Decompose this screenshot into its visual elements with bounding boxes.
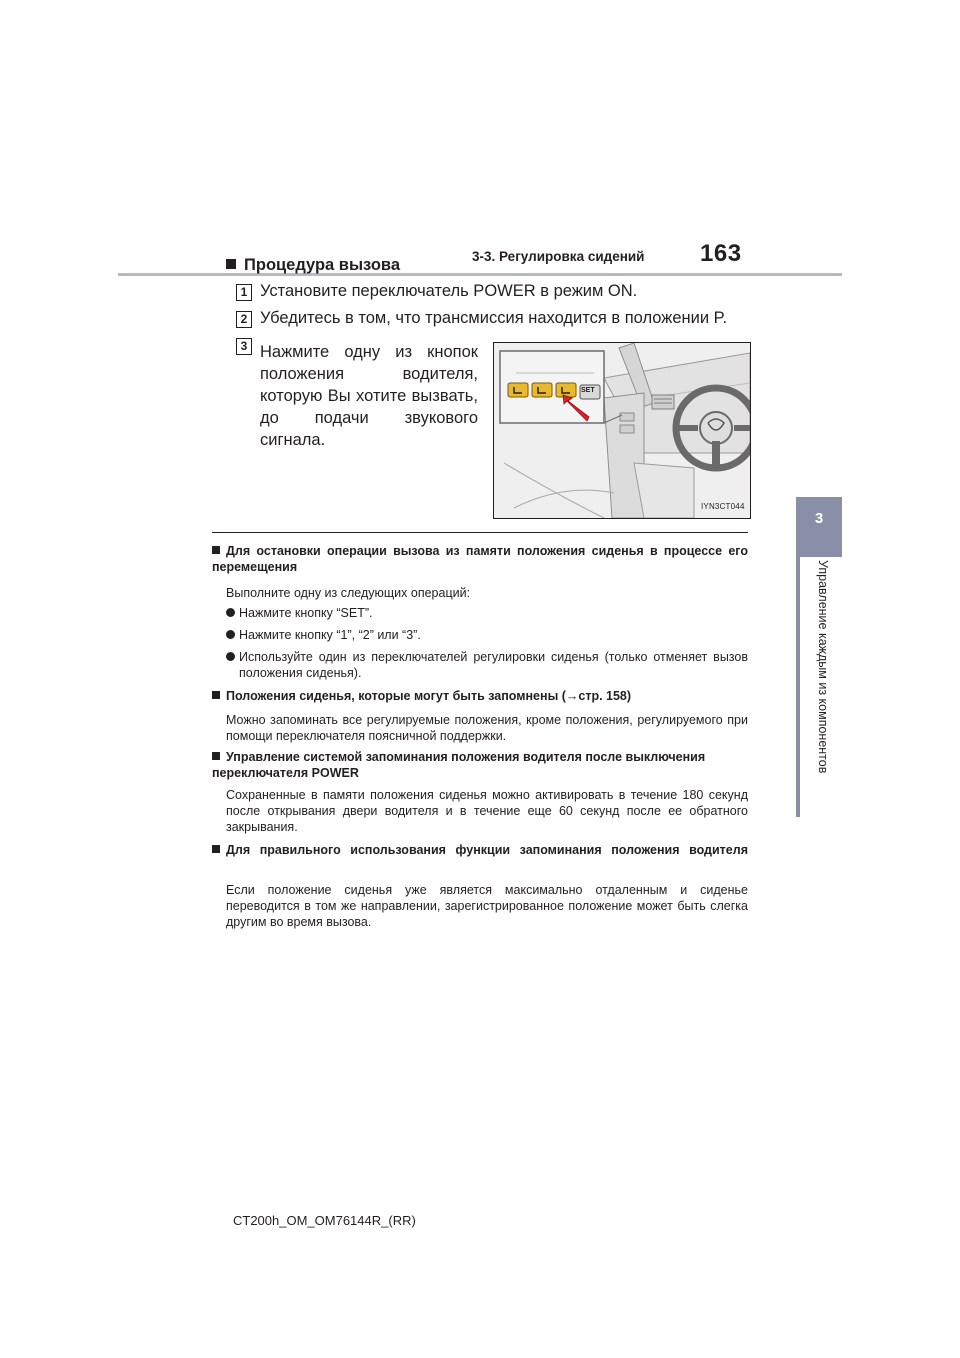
note-body-2: Можно запоминать все регулируемые положения, кроме положения, регулируемого при помощи переключателя поясничной поддержки.	[226, 713, 748, 743]
memory-buttons-illustration	[493, 342, 751, 519]
note-heading-2	[212, 688, 748, 704]
chapter-title-wrap	[808, 560, 830, 820]
bullet-dot-icon	[226, 652, 235, 661]
set-button-label: SET	[581, 387, 595, 394]
note-heading-2-text: Положения сиденья, которые могут быть запомнены (→стр. 158)	[226, 689, 632, 703]
square-bullet-icon	[212, 845, 220, 853]
procedure-title-text: Процедура вызова	[244, 256, 401, 274]
step-text-1: Установите переключатель POWER в режим ON.	[260, 282, 638, 300]
note-bullet-1	[226, 605, 748, 621]
procedure-title	[226, 256, 400, 275]
chapter-title: Управление каждым из компонентов	[816, 560, 830, 774]
chapter-number: 3	[814, 510, 824, 527]
bullet-dot-icon	[226, 608, 235, 617]
figure-code: IYN3CT044	[701, 502, 745, 511]
section-separator	[212, 532, 748, 533]
bullet-dot-icon	[226, 630, 235, 639]
note-body-3: Сохраненные в памяти положения сиденья можно активировать в течение 180 секунд после открывания двери водителя и в течение еще 60 секунд после ее обратного закрывания.	[226, 788, 748, 834]
chapter-tab	[796, 497, 842, 557]
note-heading-1	[212, 543, 748, 575]
note-heading-3-text: Управление системой запоминания положения водителя после выключения переключателя POWER	[212, 750, 706, 780]
note-heading-4	[212, 842, 748, 858]
step-number-2: 2	[236, 311, 252, 328]
chapter-tab-bar	[796, 557, 800, 817]
note-heading-4-text: Для правильного использования функции запоминания положения водителя	[226, 843, 748, 857]
note-bullet-2	[226, 627, 748, 643]
note-body-1: Выполните одну из следующих операций:	[226, 586, 471, 600]
note-bullet-3	[226, 649, 748, 681]
step-number-3: 3	[236, 338, 252, 355]
car-interior-drawing	[494, 343, 750, 518]
note-bullet-1-text: Нажмите кнопку “SET”.	[239, 606, 373, 620]
square-bullet-icon	[212, 752, 220, 760]
document-code: CT200h_OM_OM76144R_(RR)	[233, 1213, 416, 1228]
note-bullet-3-text: Используйте один из переключателей регулировки сиденья (только отменяет вызов положения сиденья).	[239, 650, 748, 680]
note-bullet-2-text: Нажмите кнопку “1”, “2” или “3”.	[239, 628, 421, 642]
section-title: 3-3. Регулировка сидений	[472, 249, 645, 264]
step-number-1: 1	[236, 284, 252, 301]
square-bullet-icon	[226, 259, 236, 269]
square-bullet-icon	[212, 546, 220, 554]
note-body-4: Если положение сиденья уже является максимально отдаленным и сиденье переводится в том же направлении, зарегистрированное положение может быть слегка другим во время вызова.	[226, 883, 748, 929]
note-heading-3	[212, 749, 748, 781]
step-text-2: Убедитесь в том, что трансмиссия находится в положении P.	[260, 309, 728, 327]
step-text-3: Нажмите одну из кнопок положения водителя, которую Вы хотите вызвать, до подачи звукового сигнала.	[260, 343, 478, 449]
page-number: 163	[700, 240, 742, 267]
square-bullet-icon	[212, 691, 220, 699]
note-heading-1-text: Для остановки операции вызова из памяти положения сиденья в процессе его перемещения	[212, 544, 748, 574]
